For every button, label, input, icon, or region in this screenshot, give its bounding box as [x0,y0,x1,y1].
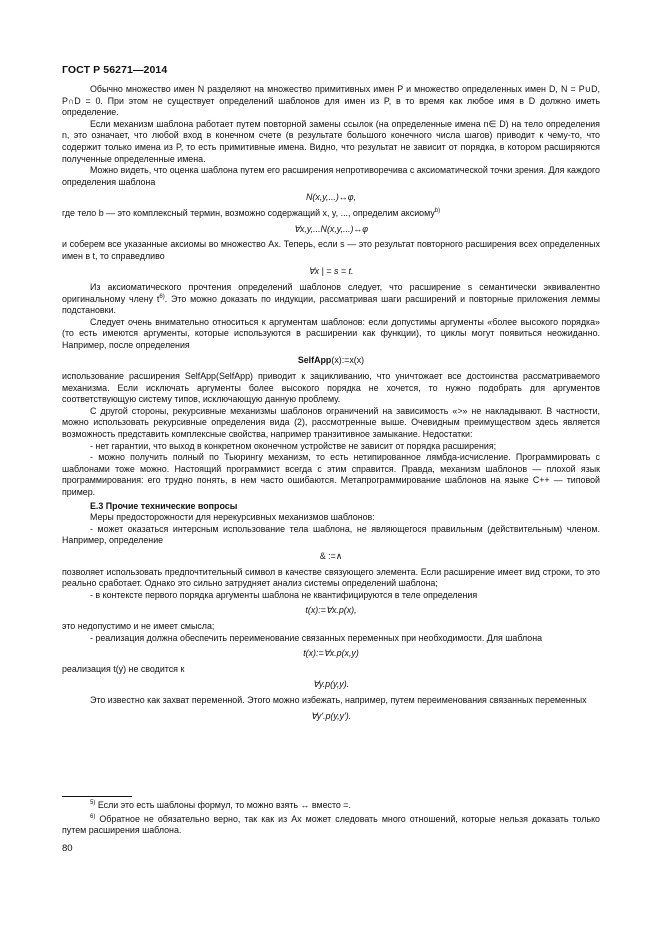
bullet-4: - в контексте первого порядка аргументы шаблона не квантифицируются в теле определения [90,589,478,600]
footnote-ref-b: b) [434,207,441,214]
bullet-2: - можно получить полный по Тьюрингу механизм, то есть нетипированное лямбда-исчисление. Программировать с шаблонами тоже можно. Настоящий программист всегда с этим справится. Правда, механизм шаблонов — плохой язык программирования: его трудно понять, в нем часто ошибаются. Метапрограммирование шаблонов на языке C++ — типовой пример. [62,452,600,497]
formula-7-text: t(x):=∀x.p(x,y) [303,648,359,659]
paragraph-2: Если механизм шаблона работает путем повторной замены ссылок (на определенные имена n∈ D) на тело определения n, это означает, что любой вход в конечном счете (в результате большого конечного числа шагов) приводит к чему-то, что содержит только имена из P, то есть примитивные имена. Видно, что результат не зависит от порядка, в котором расширяются полученные определенные имена. [62,118,600,164]
paragraph-7: Следует очень внимательно относиться к аргументам шаблонов: если допустимы аргументы «более высокого порядка» (то есть имеются аргументы, которые используются в расширении как функции), то циклы могут появиться неожиданно. Например, после определения [62,316,600,350]
formula-3-text: ∀x | = s = t. [308,266,354,277]
formula-9 [62,711,600,723]
formula-5: & :=∧ [319,550,343,561]
paragraph-12: это недопустимо и не имеет смысла; [62,620,215,631]
paragraph-6-text-a: Из аксиоматического прочтения определений шаблонов следует, что расширение s семантически эквивалентно оригинальному члену t [62,281,600,304]
footnote-5-mark: 5) [90,800,96,807]
footnotes [62,796,600,839]
footnote-ref-6: 6) [159,293,165,300]
formula-8 [62,679,600,691]
paragraph-10: Меры предосторожности для нерекурсивных механизмов шаблонов: [90,512,375,523]
footnote-6-mark: 6) [90,813,96,820]
bullet-3: - может оказаться интерсным использование тела шаблона, не являющегося правильным (действительным) членом. Например, определение [62,523,600,546]
formula-4-rest: (x):=x(x) [331,355,365,366]
formula-7 [62,648,600,660]
paragraph-4-text: где тело b — это комплексный термин, возможно содержащий x, y, ..., определим аксиому [62,207,435,218]
formula-4 [62,355,600,367]
footnote-5 [62,800,600,812]
paragraph-8: использование расширения SelfApp(SelfApp) приводит к зацикливанию, что уничтожает все достоинства рассматриваемого механизма. Если исключать аргументы более высокого порядка не хочется, то нужно подобрать для аргументов соответствующую систему типов, исключающую данную проблему. [62,371,600,405]
bullet-5: - реализация должна обеспечить переименование связанных переменных при необходимости. Для шаблона [90,632,543,643]
paragraph-9: С другой стороны, рекурсивные механизмы шаблонов ограничений на зависимость «>» не накладывают. В частности, можно использовать рекурсивные определения вида (2), рассмотренные выше. Очевидным преимуществом здесь является возможность представить комплексные свойства, например транзитивное замыкание. Недостатки: [62,405,600,440]
paragraph-11: позволяет использовать предпочтительный символ в качестве связующего элемента. Если расширение имеет вид строки, то это реально сработает. Однако это сильно затрудняет анализ системы определений шаблона; [62,566,600,589]
page-number: 80 [62,843,73,854]
main-text [62,84,600,726]
paragraph-14: Это известно как захват переменной. Этого можно избежать, например, путем переименования связанных переменных [90,694,587,705]
footnote-divider [62,796,132,797]
paragraph-5: и соберем все указанные аксиомы во множество Ax. Теперь, если s — это результат повторного расширения всех определенных имен в t, то справедливо [62,239,600,261]
formula-8-text: ∀y.p(y,y). [312,679,350,690]
paragraph-4 [62,208,600,220]
bullet-1: - нет гарантии, что выход в конкретном оконечном устройстве не зависит от порядка расширения; [90,440,497,451]
footnote-5-text: Если это есть шаблоны формул, то можно взять ↔ вместо =. [97,800,351,810]
formula-2 [62,224,600,236]
paragraph-3: Можно видеть, что оценка шаблона путем его расширения непротиворечива с аксиоматической точки зрения. Для каждого определения шаблона [62,165,600,187]
formula-3 [62,266,600,278]
footnote-6 [62,814,600,837]
formula-1 [62,192,600,204]
paragraph-6-text-b: . Это можно доказать по индукции, рассматривая шаги расширений и повторные приложения леммы подстановки. [62,293,600,316]
footnote-6-text: Обратное не обязательно верно, так как из Ax может следовать много отношений, которые нельзя доказать только путем расширения шаблона. [62,813,600,836]
paragraph-1: Обычно множество имен N разделяют на множество примитивных имен P и множество определенных имен D, N = P∪D, P∩D = 0. При этом не существует определений шаблонов для имен из P, в то время как любое имя в D должно иметь определение. [62,84,600,118]
paragraph-6 [62,282,600,317]
formula-9-text: ∀y'.p(y,y'). [310,710,352,721]
paragraph-13: реализация t(y) не сводится к [62,663,185,674]
formula-4-bold: SelfApp [297,355,332,366]
document-header: ГОСТ Р 56271—2014 [62,64,168,76]
formula-6-text: t(x):=∀x.p(x), [305,605,357,616]
formula-1-text: N(x,y,...)↔φ, [306,192,356,203]
formula-6 [62,605,600,617]
section-heading: Е.3 Прочие технические вопросы [90,500,238,511]
formula-2-text: ∀x,y,...N(x,y,...)↔φ [293,223,369,234]
